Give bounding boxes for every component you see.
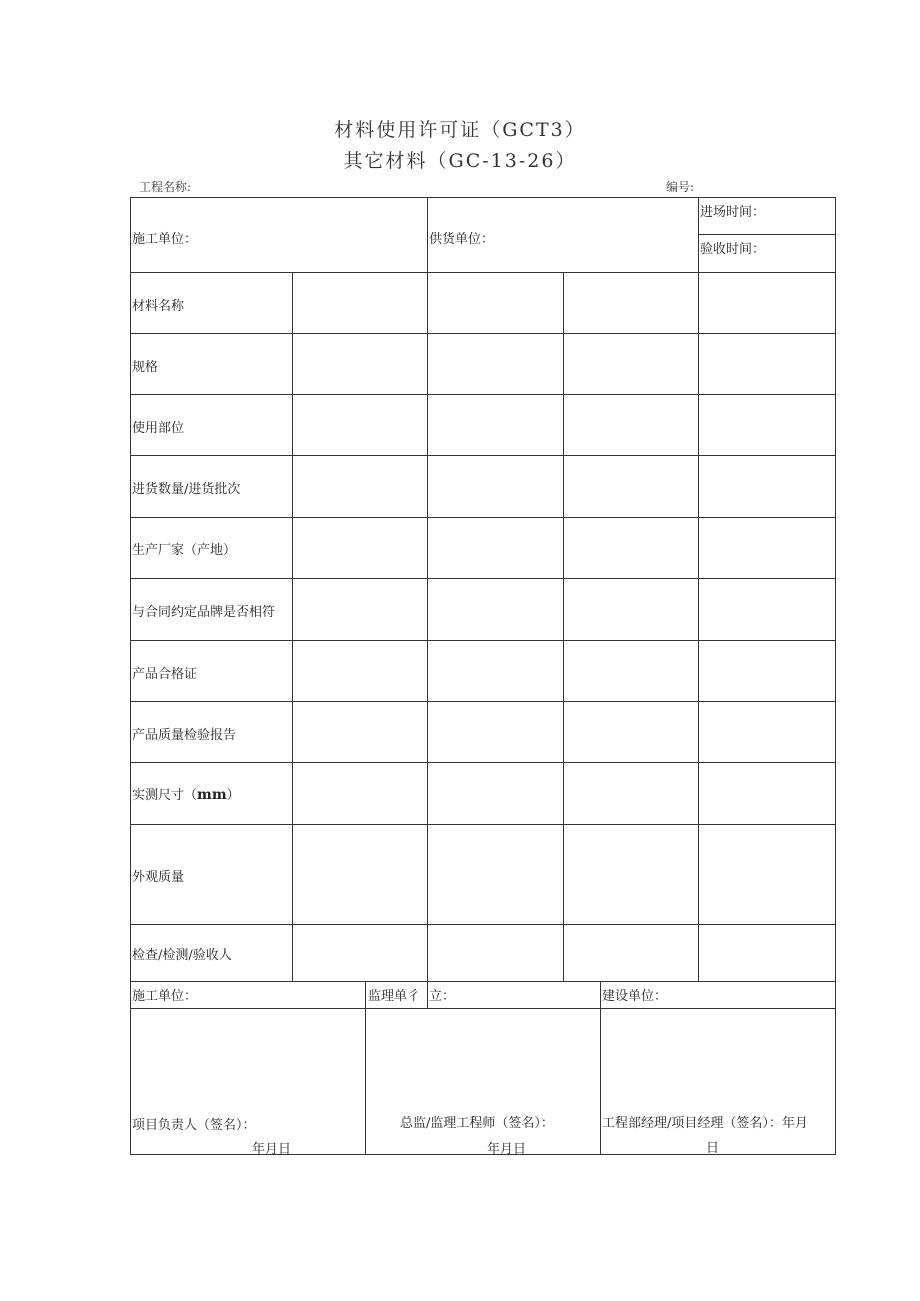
signoff-supervision-label-a: 监理单彳 [368, 989, 421, 1004]
acceptance-time-label: 验收时间： [700, 242, 766, 257]
signoff-supervision-label-b: 立： [429, 989, 456, 1004]
row-label-quantity-batch: 进货数量/进货批次 [132, 482, 241, 497]
construction-signature-field: 项目负责人（签名）： [132, 1118, 256, 1133]
construction-unit-label: 施工单位： [132, 232, 198, 247]
divider [698, 234, 836, 235]
divider [427, 197, 428, 272]
divider [130, 640, 836, 641]
permit-form-table [130, 197, 836, 1155]
border-bottom [130, 1154, 836, 1155]
construction-date-field: 年月日 [252, 1142, 292, 1157]
row-label-material-name: 材料名称 [132, 299, 185, 314]
row-label-manufacturer: 生产厂家（产地） [132, 543, 237, 558]
divider [427, 272, 428, 981]
row-label-brand-match: 与合同约定品牌是否相符 [132, 605, 276, 620]
row-label-inspector: 检查/检测/验收人 [132, 948, 232, 963]
owner-date-field: 日 [706, 1141, 720, 1156]
divider [130, 981, 836, 982]
measured-size-suffix: ） [226, 788, 240, 803]
divider [563, 272, 564, 981]
border-top [130, 197, 836, 198]
divider [130, 517, 836, 518]
entry-time-label: 进场时间： [700, 205, 766, 220]
divider [130, 272, 836, 273]
divider [130, 824, 836, 825]
signoff-construction-label: 施工单位： [132, 989, 198, 1004]
border-right [835, 197, 836, 1155]
divider [130, 455, 836, 456]
number-label: 编号: [666, 180, 695, 194]
document-subtitle: 其它材料（GC-13-26） [343, 150, 577, 172]
divider [292, 272, 293, 981]
divider [427, 981, 428, 1008]
row-label-appearance: 外观质量 [132, 870, 185, 885]
supervision-date-field: 年月日 [487, 1142, 527, 1157]
divider [130, 701, 836, 702]
supervision-signature-field: 总监/监理工程师（签名）： [400, 1116, 554, 1131]
divider [130, 762, 836, 763]
divider [130, 1008, 836, 1009]
border-left [130, 197, 131, 1155]
row-label-measured-size [132, 784, 240, 803]
measured-size-text: 实测尺寸（ [132, 788, 198, 803]
project-name-label: 工程名称: [139, 180, 192, 194]
signoff-owner-label: 建设单位： [602, 989, 668, 1004]
divider [130, 333, 836, 334]
owner-signature-field: 工程部经理/项目经理（签名）：年月 [602, 1116, 808, 1131]
row-label-specification: 规格 [132, 360, 159, 375]
row-label-inspection-report: 产品质量检验报告 [132, 728, 237, 743]
divider [130, 924, 836, 925]
row-label-usage-location: 使用部位 [132, 421, 185, 436]
measured-size-unit: mm [197, 787, 227, 803]
divider [130, 394, 836, 395]
divider [698, 272, 699, 981]
document-title: 材料使用许可证（GCT3） [334, 119, 586, 141]
supplier-unit-label: 供货单位： [429, 232, 495, 247]
divider [130, 578, 836, 579]
row-label-certificate: 产品合格证 [132, 667, 198, 682]
